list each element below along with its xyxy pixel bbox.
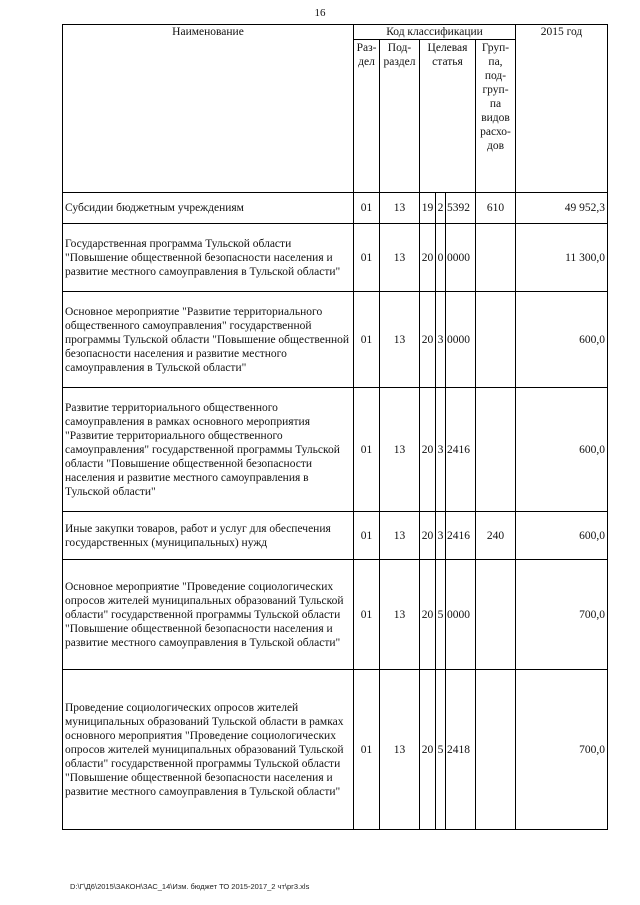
row-target-direction: 5392 [446,193,476,224]
row-expense-type [476,292,516,388]
budget-table [62,24,608,830]
row-target-direction: 0000 [446,292,476,388]
row-target-program: 20 [420,512,436,560]
row-target-direction: 0000 [446,560,476,670]
table-row [63,670,608,830]
row-expense-type: 610 [476,193,516,224]
row-expense-type [476,224,516,292]
row-name: Субсидии бюджетным учреждениям [63,193,354,224]
row-podrazdel: 13 [380,670,420,830]
row-podrazdel: 13 [380,292,420,388]
row-target-program: 20 [420,388,436,512]
table-row [63,292,608,388]
row-target-subprogram: 3 [436,388,446,512]
row-expense-type: 240 [476,512,516,560]
row-podrazdel: 13 [380,512,420,560]
header-vr: Груп- па, под- груп- па видов расхо- дов [476,40,516,193]
row-target-program: 20 [420,670,436,830]
row-razdel: 01 [354,512,380,560]
row-target-program: 20 [420,560,436,670]
table-row [63,560,608,670]
row-target-direction: 0000 [446,224,476,292]
header-year: 2015 год [516,25,608,193]
row-target-direction: 2416 [446,512,476,560]
header-target: Целевая статья [420,40,476,193]
row-amount: 600,0 [516,512,608,560]
row-target-program: 20 [420,224,436,292]
header-razdel: Раз- дел [354,40,380,193]
row-name: Основное мероприятие "Развитие территориального общественного самоуправления" государственной программы Тульской области "Повышение общественной безопасности населения и развитие местного самоуправления в Тульской области" [63,292,354,388]
row-target-program: 20 [420,292,436,388]
row-amount: 600,0 [516,388,608,512]
row-target-subprogram: 5 [436,560,446,670]
table-row [63,193,608,224]
row-razdel: 01 [354,292,380,388]
row-podrazdel: 13 [380,193,420,224]
page-number: 16 [314,7,326,19]
row-name: Проведение социологических опросов жителей муниципальных образований Тульской области в рамках основного мероприятия "Проведение социологических опросов жителей муниципальных образований Тульской области" государственной программы Тульской области "Повышение общественной безопасности населения и развитие местного самоуправления в Тульской области" [63,670,354,830]
row-razdel: 01 [354,560,380,670]
row-target-subprogram: 3 [436,512,446,560]
row-name: Государственная программа Тульской области "Повышение общественной безопасности населения и развитие местного самоуправления в Тульской области" [63,224,354,292]
header-code: Код классификации [354,25,516,40]
row-amount: 600,0 [516,292,608,388]
row-amount: 49 952,3 [516,193,608,224]
row-target-direction: 2416 [446,388,476,512]
row-name: Развитие территориального общественного самоуправления в рамках основного мероприятия "Развитие территориального общественного самоуправления" государственной программы Тульской области "Повышение общественной безопасности населения и развитие местного самоуправления в Тульской области" [63,388,354,512]
footer-file-path: D:\Г\Д6\2015\ЗАКОН\ЗАС_14\Изм. бюджет ТО 2015-2017_2 чт\рг3.xls [70,882,310,891]
row-podrazdel: 13 [380,224,420,292]
row-expense-type [476,388,516,512]
row-target-subprogram: 2 [436,193,446,224]
header-podrazdel: Под- раздел [380,40,420,193]
row-razdel: 01 [354,388,380,512]
row-amount: 700,0 [516,560,608,670]
row-name: Основное мероприятие "Проведение социологических опросов жителей муниципальных образований Тульской области" государственной программы Тульской области "Повышение общественной безопасности населения и развитие местного самоуправления в Тульской области" [63,560,354,670]
row-expense-type [476,670,516,830]
row-expense-type [476,560,516,670]
row-target-direction: 2418 [446,670,476,830]
row-podrazdel: 13 [380,388,420,512]
row-amount: 700,0 [516,670,608,830]
row-target-subprogram: 0 [436,224,446,292]
row-name: Иные закупки товаров, работ и услуг для обеспечения государственных (муниципальных) нужд [63,512,354,560]
header-name: Наименование [63,25,354,193]
row-amount: 11 300,0 [516,224,608,292]
row-target-subprogram: 3 [436,292,446,388]
row-target-subprogram: 5 [436,670,446,830]
table-row [63,388,608,512]
table-row [63,512,608,560]
row-podrazdel: 13 [380,560,420,670]
row-razdel: 01 [354,224,380,292]
table-row [63,224,608,292]
row-razdel: 01 [354,670,380,830]
row-target-program: 19 [420,193,436,224]
row-razdel: 01 [354,193,380,224]
